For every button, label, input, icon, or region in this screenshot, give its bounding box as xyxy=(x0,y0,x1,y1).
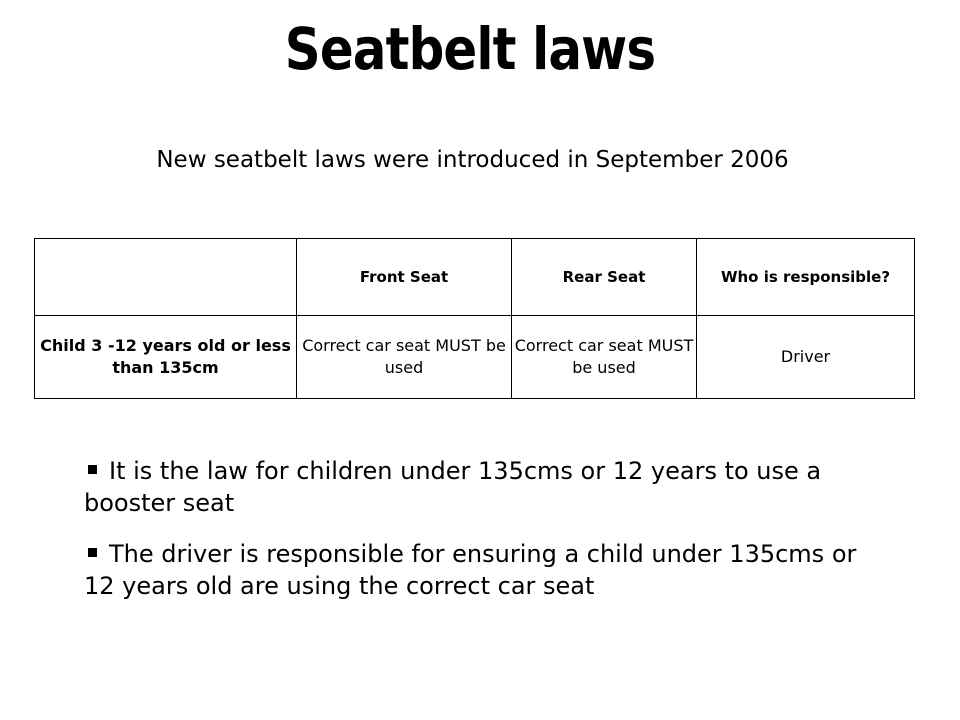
cell-responsible: Driver xyxy=(697,316,915,399)
row-label-child: Child 3 -12 years old or less than 135cm xyxy=(35,316,297,399)
cell-front-seat: Correct car seat MUST be used xyxy=(297,316,512,399)
bullet-text: It is the law for children under 135cms or 12 years to use a booster seat xyxy=(84,457,822,518)
table-header-empty xyxy=(35,239,297,316)
cell-rear-seat: Correct car seat MUST be used xyxy=(512,316,697,399)
square-bullet-icon xyxy=(88,548,97,557)
list-item xyxy=(84,538,884,603)
seatbelt-rules-table xyxy=(34,238,915,399)
list-item xyxy=(84,455,884,520)
table-row xyxy=(35,316,915,399)
table-header-row xyxy=(35,239,915,316)
table-header-rear-seat: Rear Seat xyxy=(512,239,697,316)
bullet-text: The driver is responsible for ensuring a child under 135cms or 12 years old are using the correct car seat xyxy=(84,539,857,601)
slide-subtitle: New seatbelt laws were introduced in September 2006 xyxy=(156,147,789,173)
table-header-front-seat: Front Seat xyxy=(297,239,512,316)
table-header-responsible: Who is responsible? xyxy=(697,239,915,316)
slide-title: Seatbelt laws xyxy=(284,15,656,83)
bullet-list xyxy=(84,455,884,621)
square-bullet-icon xyxy=(88,465,97,474)
